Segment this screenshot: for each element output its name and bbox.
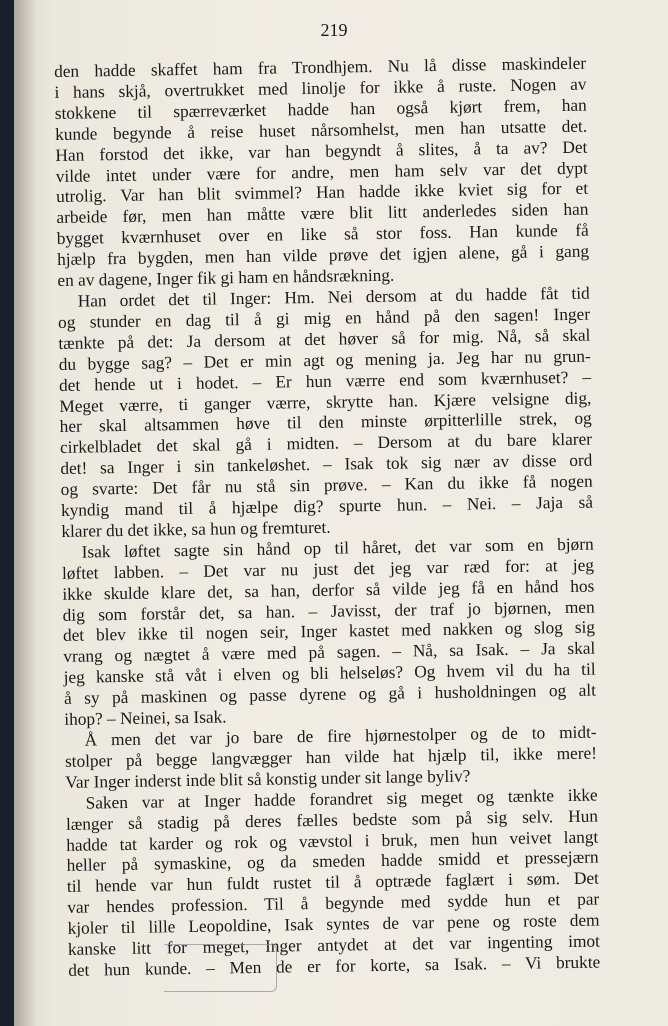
- text-line: hjælp fra bygden, men han vilde prøve det igjen alene, gå i gang: [56, 241, 590, 270]
- text-line: Han ordet det til Inger: Hm. Nei dersom at du hadde fåt tid: [77, 283, 590, 311]
- text-line: det! sa Inger i sin tankeløshet. – Isak tok sig nær av disse ord: [60, 450, 593, 479]
- text-line: Var Inger inderst inde blit så konstig under sit lange byliv?: [65, 766, 471, 792]
- text-line: og stunder en dag til å gi mig en hånd på den sagen! Inger: [57, 304, 591, 332]
- text-line: stokkene til spærreværket hadde han også kjørt frem, han: [54, 95, 587, 123]
- scan-edge: [0, 0, 14, 1026]
- body-text: [54, 54, 600, 982]
- text-line: hadde tat karder og rok og vævstol i bruk, men hun veivet langt: [66, 827, 599, 855]
- text-line: løftet labben. – Det var nu just det jeg var ræd for: at jeg: [61, 555, 595, 583]
- text-line: vrang og nægtet å være med på sagen. – Nå, sa Isak. – Ja skal: [63, 638, 596, 667]
- text-line: arbeide før, men han måtte være blit litt anderledes siden han: [56, 199, 589, 228]
- text-line: og svarte: Det får nu stå sin prøve. – Kan du ikke få nogen: [60, 471, 593, 500]
- text-line: ihop? – Neinei, sa Isak.: [64, 707, 227, 730]
- text-line: tænkte på det: Ja dersom at det høver så for mig. Nå, så skal: [58, 325, 591, 353]
- text-line: til hende var hun fuldt rustet til å optræde faglært i søm. Det: [66, 868, 600, 897]
- text-line: Meget værre, ti ganger værre, skrytte han. Kjære velsigne dig,: [59, 388, 592, 416]
- text-line: kyndig mand til å hjælpe dig? spurte hun. – Nei. – Jaja så: [60, 492, 594, 520]
- text-line: ikke skulde klare det, sa han, derfor så vilde jeg få en hånd hos: [62, 576, 595, 604]
- text-line: her skal altsammen høve til den minste ørpitterlille strek, og: [59, 409, 592, 437]
- text-line: utrolig. Var han blit svimmel? Han hadde ikke kviet sig for et: [55, 179, 589, 207]
- text-line: bygget kværnhuset over en like så stor foss. Han kunde få: [56, 220, 589, 249]
- text-line: var hendes profession. Til å begynde med sydde hun et par: [67, 889, 600, 918]
- text-line: længer så stadig på deres fælles bedste som på sig selv. Hun: [65, 806, 599, 834]
- text-line: Saken var at Inger hadde forandret sig meget og tænkte ikke: [85, 785, 598, 813]
- text-line: Å men det var jo bare de fire hjørnestolper og de to midt-: [84, 722, 597, 750]
- text-line: dig som forstår det, sa han. – Javisst, der traf jo bjørnen, men: [62, 597, 595, 625]
- text-line: klarer du det ikke, sa hun og fremturet.: [61, 517, 331, 541]
- text-line: vilde intet under være for andre, men ham selv var det dypt: [55, 158, 588, 186]
- text-line: det blev ikke til nogen seir, Inger kastet med nakken og slog sig: [62, 618, 596, 646]
- text-line: det hende ut i hodet. – Er hun værre end som kværnhuset? –: [58, 367, 592, 395]
- show-through-mark: [164, 944, 277, 992]
- text-line: den hadde skaffet ham fra Trondhjem. Nu lå disse maskindeler: [54, 53, 587, 81]
- text-line: å sy på maskinen og passe dyrene og gå i husholdningen og alt: [63, 680, 597, 709]
- text-line: det hun kunde. – Men de er for korte, sa Isak. – Vi brukte: [68, 952, 601, 980]
- text-line: kunde begynde å reise huset nårsomhelst, men han utsatte det.: [54, 116, 588, 144]
- text-line: en av dagene, Inger fik gi ham en håndsrækning.: [57, 265, 395, 291]
- text-line: kanske litt for meget, Inger antydet at det var ingenting imot: [67, 931, 601, 959]
- text-line: Han forstod det ikke, var han begyndt å slites, å ta av? Det: [55, 137, 588, 165]
- text-line: cirkelbladet det skal gå i midten. – Dersom at du bare klarer: [59, 429, 593, 458]
- text-line: jeg kanske stå våt i elven og bli helseløs? Og hvem vil du ha til: [63, 659, 596, 688]
- text-line: i hans skjå, overtrukket med linolje for ikke å ruste. Nogen av: [54, 74, 587, 102]
- text-line: du bygge sag? – Det er min agt og mening ja. Jeg har nu grun-: [58, 346, 591, 374]
- text-line: stolper på begge langvægger han vilde hat hjælp til, ikke mere!: [64, 743, 598, 771]
- text-line: Isak løftet sagte sin hånd op til håret, det var som en bjørn: [81, 534, 594, 562]
- spine-shadow: [14, 0, 36, 1026]
- text-line: heller på symaskine, og da smeden hadde smidd et pressejærn: [66, 847, 599, 876]
- text-line: kjoler til lille Leopoldine, Isak syntes de var pene og roste dem: [67, 910, 600, 939]
- page-number: 219: [320, 20, 348, 40]
- book-page: [14, 0, 668, 1026]
